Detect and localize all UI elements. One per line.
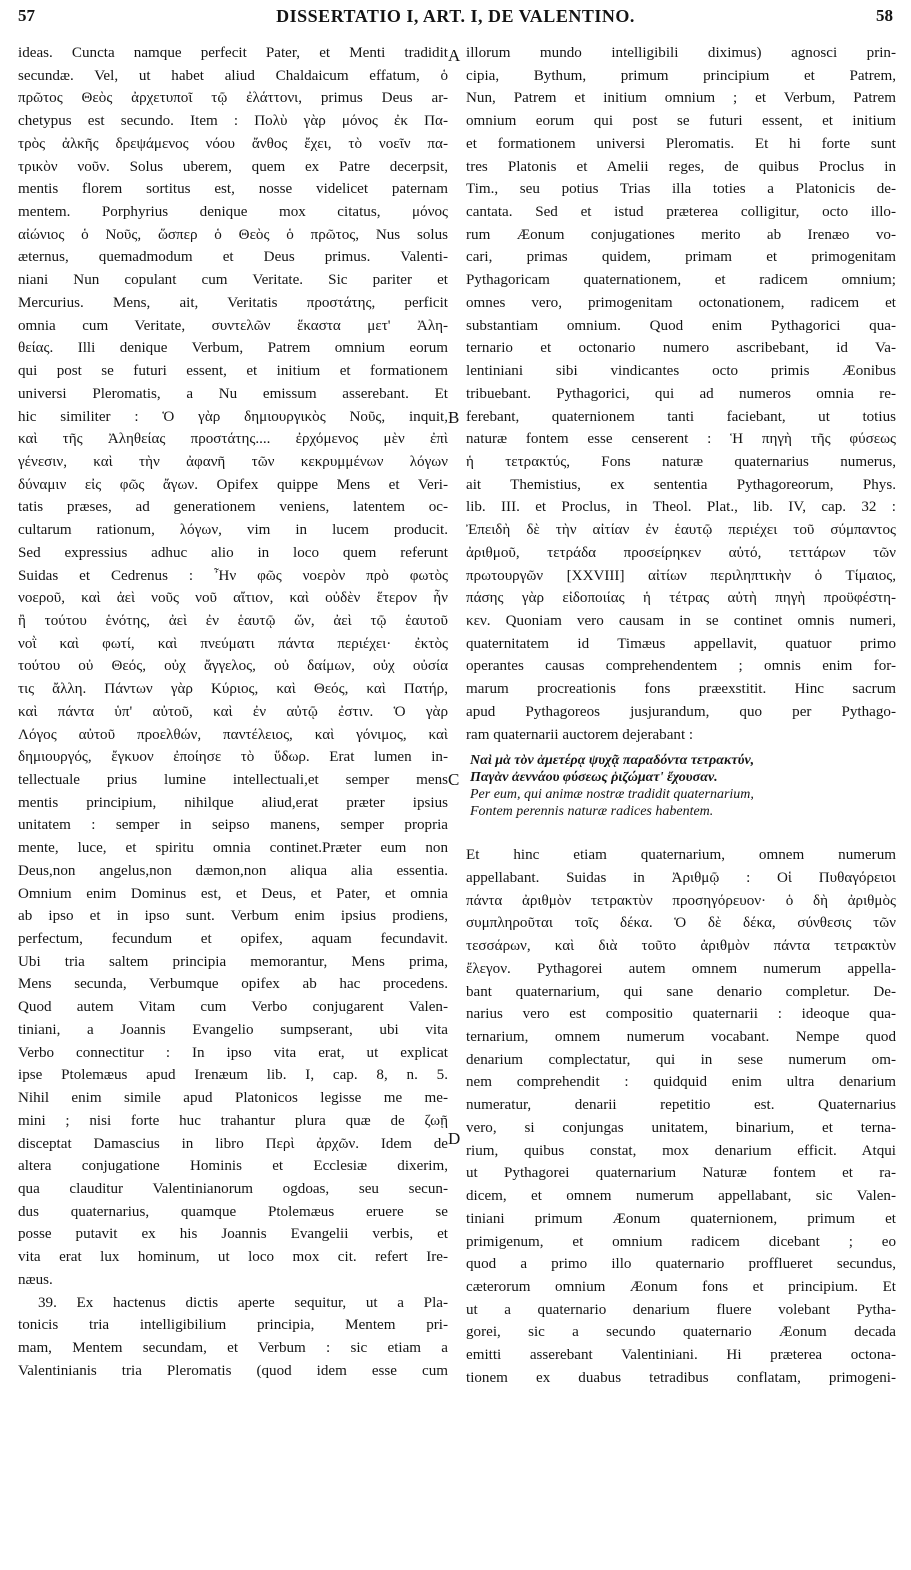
margin-marker-c: C: [448, 770, 460, 789]
text-line: νοεροῦ, καὶ ἀεὶ νοῦς νοῦ αἴτιον, καὶ οὐδὲν ἕτερον ἦν: [18, 590, 448, 607]
text-line: ἔλεγον. Pythagorei autem omnem numerum appella-: [466, 960, 896, 977]
text-line: lentiniani sibi vindicantes octo primis Æonibus: [466, 363, 896, 380]
text-line: omnium eorum qui post se futuri essent, et initium: [466, 113, 896, 130]
text-line: vita erat lux hominum, ut loco mox cit. refert Ire-: [18, 1249, 448, 1266]
text-line: lib. III. et Proclus, in Theol. Plat., lib. IV, cap. 32 :: [466, 499, 896, 516]
margin-marker-d: D: [448, 1129, 461, 1148]
right-column: [466, 42, 896, 1390]
text-line: Ubi tria saltem principia memorantur, Mens prima,: [18, 953, 448, 970]
text-line: altera conjugatione Hominis et Ecclesiæ dixerim,: [18, 1158, 448, 1175]
text-line: ram quaternarii auctorem dejerabant :: [466, 726, 694, 743]
text-line: cari, primas quidem, primam et primogenitam: [466, 249, 896, 266]
text-line: τρικὸν νοῦν. Solus uberem, quem ex Patre decerpsit,: [18, 158, 448, 175]
text-line: ideas. Cuncta namque perfecit Pater, et Menti tradidit: [18, 45, 448, 61]
text-line: bant quaternarium, qui sane denario completur. De-: [466, 983, 896, 1000]
text-line: καὶ πάντα ὑπ' αὐτοῦ, καὶ ἐν αὐτῷ ἐστιν. Ὁ γὰρ: [18, 703, 448, 720]
text-line: πρῶτος Θεὸς ἀρχετυποῖ τῷ ἐλάττονι, primus Deus ar-: [18, 90, 448, 107]
verse-quotation: [466, 752, 896, 820]
text-line: ab ipso et in ipso sunt. Verbum enim ipsius prodiens,: [18, 908, 448, 925]
text-line: mini ; nisi forte huc trahantur plura quæ de ζωῇ: [18, 1112, 448, 1129]
text-line: nem comprehendit : quidquid enim ultra denarium: [466, 1074, 896, 1091]
text-line: τεσσάρων, καὶ διὰ τοῦτο ἀριθμὸν πάντα τετρακτὺν: [466, 938, 896, 955]
text-line: apud Pythagoreos jusjurandum, quo per Pythago-: [466, 703, 896, 720]
text-line: cantata. Sed et istud præterea colligitur, octo illo-: [466, 204, 896, 221]
verse-line: Per eum, qui animæ nostræ tradidit quaternarium,: [470, 787, 754, 803]
text-line: tatis præses, ad generationem veniens, latentem oc-: [18, 499, 448, 516]
text-line: æternus, quemadmodum et Deus primus. Valenti-: [18, 249, 448, 266]
text-line: ferebant, quaternionem tanti faciebant, ut totius: [466, 408, 896, 425]
text-line: operantes causas comprehendentem ; omnis enim for-: [466, 658, 896, 675]
text-line: Suidas et Cedrenus : Ἦν φῶς νοερὸν πρὸ φωτὸς: [18, 567, 448, 584]
text-line: numeratur, denarii repetitio est. Quaternarius: [466, 1097, 896, 1114]
text-line: mam, Mentem secundam, et Verbum : sic etiam a: [18, 1339, 448, 1356]
text-line: rum Æonum conjugationes merito ab Irenæo vo-: [466, 226, 896, 243]
page-number-left: 57: [18, 6, 35, 25]
text-line: tionem ex duabus tetradibus conflatam, primogeni-: [466, 1369, 896, 1386]
page-header: [18, 6, 893, 34]
text-line: denarium complectatur, qui in sese numerum om-: [466, 1051, 896, 1068]
text-line: appellabant. Suidas in Ἀριθμῷ : Οἱ Πυθαγόρειοι: [466, 870, 896, 886]
text-line: mentis florem sortitus est, nosse videlicet paternam: [18, 181, 448, 198]
text-line: niani Nun copulant cum Veritate. Sic pariter et: [18, 272, 448, 289]
text-line: καὶ τῆς Ἀληθείας προστάτης.... ἐρχόμενος μὲν ἐπὶ: [18, 431, 448, 448]
running-title: DISSERTATIO I, ART. I, DE VALENTINO.: [276, 6, 635, 26]
text-line: hic similiter : Ὁ γὰρ δημιουργικὸς Νοῦς, inquit,: [18, 408, 448, 425]
text-line: τρὸς ἀλκῆς δρεψάμενος νόου ἄνθος ἔχει, τὸ νοεῖν πα-: [18, 135, 448, 152]
text-line: qui post se futuri essent, et initium et formationem: [18, 363, 448, 380]
text-line: Quod autem Vitam cum Verbo conjugarent Valen-: [18, 999, 448, 1016]
text-line: vero, si conjungas unitatem, binarium, et terna-: [466, 1119, 896, 1136]
verse-line: Ναὶ μὰ τὸν ἁμετέρᾳ ψυχᾷ παραδόντα τετρακτύν,: [470, 753, 755, 769]
text-line: Sed expressius adhuc alio in loco quem referunt: [18, 544, 448, 561]
text-line: primigenum, et omnium radicem dicebant ; eo: [466, 1233, 896, 1250]
text-line: cipia, Bythum, primum principium et Patrem,: [466, 67, 896, 84]
text-line: gorei, sic a secundo quaternario Æonum decada: [466, 1324, 896, 1341]
text-line: quaternitatem id Timæus appellavit, quatuor primo: [466, 635, 896, 652]
text-line: Tim., seu potius Trias illa toties a Platonicis de-: [466, 181, 896, 198]
text-line: quod a primo illo quaternario profflueret secundus,: [466, 1256, 896, 1273]
text-line: ἀριθμοῦ, τετράδα προσείρηκεν αὐτό, τεττάρων τῶν: [466, 544, 896, 561]
text-line: Verbo connectitur : In ipso vita erat, ut explicat: [18, 1044, 448, 1061]
text-line: tiniani primum Æonum quaternionem, primum et: [466, 1210, 896, 1227]
text-line: et formationem universi Pleromatis. Et hi forte sunt: [466, 135, 896, 152]
text-line: πάσης γὰρ εἰδοποιίας ἡ τέτρας αὐτὴ πηγὴ προϋφέστη-: [466, 590, 896, 607]
text-line: ipse Ptolemæus apud Irenæum lib. I, cap. 8, n. 5.: [18, 1067, 448, 1084]
text-line: naturæ fontem esse censerent : Ἡ πηγὴ τῆς φύσεως: [466, 431, 896, 448]
text-line: illorum mundo intelligibili diximus) agnosci prin-: [466, 45, 896, 61]
text-line: tres Platonis et Amelii reges, de quibus Proclus in: [466, 158, 896, 175]
verse-spacing: [466, 820, 896, 844]
text-line: τούτου οὐ Θεός, οὐχ ἄγγελος, οὐ δαίμων, οὐχ οὐσία: [18, 658, 448, 675]
text-line: secundæ. Vel, ut habet aliud Chaldaicum effatum, ὁ: [18, 67, 448, 84]
text-line: δύναμιν εἰς φῶς ἄγων. Opifex quippe Mens et Veri-: [18, 476, 448, 493]
text-line: πάντα ἀριθμὸν τετρακτὺν προσηγόρευον· ὁ δὴ ἀριθμὸς: [466, 892, 896, 909]
text-line: tribuebant. Pythagorici, qui ad numeros omnia re-: [466, 385, 896, 402]
text-line: Deus,non angelus,non dæmon,non aliqua alia essentia.: [18, 862, 448, 879]
text-line: cultarum rationum, λόγων, vim in lucem producit.: [18, 522, 448, 539]
text-line: ἢ τούτου ἑνότης, ἀεὶ ἐν ἑαυτῷ ὤν, ἀεὶ τῷ ἑαυτοῦ: [18, 612, 448, 629]
text-line: συμπληροῦται τοῖς δέκα. Ὁ δὲ δέκα, σύνθεσις τῶν: [466, 915, 896, 932]
text-line: Et hinc etiam quaternarium, omnem numerum: [466, 847, 896, 864]
text-line: mentis principium, nihilque aliud,erat præter ipsius: [18, 794, 448, 811]
text-line: posse putavit ex his Joannis Evangelii verbis, et: [18, 1226, 448, 1243]
text-line: πρωτουργῶν [XXVIII] αἰτίων περιληπτικὴν ὁ Τίμαιος,: [466, 567, 896, 584]
text-line: Λόγος αὐτοῦ προελθών, παντέλειος, καὶ γόνιμος, καὶ: [18, 726, 448, 743]
text-line: Mercurius. Mens, ait, Veritatis προστάτης, perficit: [18, 294, 448, 311]
text-line: αἰώνιος ὁ Νοῦς, ὥσπερ ὁ Θεὸς ὁ πρῶτος, Nus solus: [18, 226, 448, 243]
text-line: Nihil enim simile apud Platonicos legisse me me-: [18, 1090, 448, 1107]
margin-marker-a: A: [448, 46, 461, 65]
text-line: unitatem : semper in seipso manens, semper propria: [18, 817, 448, 834]
text-line: omnia cum Veritate, συντελῶν ἕκαστα μετ' Ἀλη-: [18, 317, 448, 334]
text-line: omnes vero, primogenitam octonationem, radicem et: [466, 294, 896, 311]
text-line: Omnium enim Dominus est, et Deus, et Pater, et omnia: [18, 885, 448, 902]
text-line: κεν. Quoniam vero causam in se continet omnis numeri,: [466, 612, 896, 629]
text-line: narius vero est compositio quaternarii : ideoque qua-: [466, 1006, 896, 1023]
text-line: δημιουργός, ἔγκυον ἐποίησε τὸ ὕδωρ. Erat lumen in-: [18, 749, 448, 766]
text-line: tellectuale prius lumine intellectuali,et semper mens: [18, 772, 448, 788]
text-line: cæterorum omnium Æonum fons et principium. Et: [466, 1278, 896, 1295]
text-line: substantiam omnium. Quod enim Pythagorici qua-: [466, 317, 896, 334]
text-line: marum procreationis fons præexstitit. Hinc sacrum: [466, 681, 896, 698]
text-line: ait Themistius, ex sententia Pythagoreorum, Phys.: [466, 476, 896, 493]
verse-line: Παγὰν ἀεννάου φύσεως ῥιζώματ' ἔχουσαν.: [470, 770, 718, 786]
right-column-bottom: [466, 844, 896, 1389]
text-line: Valentinianis tria Pleromatis (quod idem esse cum: [18, 1362, 448, 1379]
text-line: perfectum, fecundum et opifex, aquam fecundavit.: [18, 931, 448, 948]
text-line: ternarium, omnem numerum vocabant. Nempe quod: [466, 1029, 896, 1046]
text-line: Nun, Patrem et initium omnium ; et Verbum, Patrem: [466, 90, 896, 107]
text-line: dicem, et omnem numerum appellabant, sic Valen-: [466, 1188, 896, 1205]
text-line: ut Pythagorei quaternarium Naturæ fontem et ra-: [466, 1165, 896, 1182]
text-line: tonicis tria intelligibilium principia, Mentem pri-: [18, 1317, 448, 1334]
text-line: Pythagoricam quaternationem, et radicem omnium;: [466, 272, 896, 289]
text-line: universi Pleromatis, a Nu emissum asserebant. Et: [18, 385, 448, 402]
text-line: næus.: [18, 1271, 53, 1288]
text-line: ut a quaternario denarium fluere volebant Pytha-: [466, 1301, 896, 1318]
text-line: tiniani, a Joannis Evangelio sumpserant, ubi vita: [18, 1021, 448, 1038]
text-line: rium, quibus constat, mox denarium efficit. Atqui: [466, 1142, 896, 1159]
text-line: γένεσιν, καὶ τὴν ἀφανῆ τῶν κεκρυμμένων λόγων: [18, 453, 448, 470]
text-line: Mens secunda, Verbumque opifex ab hac procedens.: [18, 976, 448, 993]
text-line: qua clauditur Valentinianorum ogdoas, seu secun-: [18, 1180, 448, 1197]
text-line: ἡ τετρακτύς, Fons naturæ quaternarius numerus,: [466, 453, 896, 470]
verse-line: Fontem perennis naturæ radices habentem.: [470, 804, 714, 820]
text-line: disceptat Damascius in libro Περὶ ἀρχῶν. Idem de: [18, 1135, 448, 1152]
text-line: 39. Ex hactenus dictis aperte sequitur, ut a Pla-: [38, 1294, 448, 1311]
right-column-top: [466, 42, 896, 746]
margin-marker-b: B: [448, 408, 460, 427]
text-line: θείας. Illi denique Verbum, Patrem omnium eorum: [18, 340, 448, 357]
text-line: mente, luce, et spiritu omnia continet.Præter eum non: [18, 840, 448, 857]
text-line: chetypus est secundo. Item : Πολὺ γὰρ μόνος ἐκ Πα-: [18, 113, 448, 130]
text-line: mentem. Porphyrius denique mox citatus, μόνος: [18, 204, 448, 221]
text-line: νοῒ καὶ φωτί, καὶ πνεύματι πάντα περιέχει· ἐκτὸς: [18, 635, 448, 652]
text-line: dus quaternarius, quamque Ptolemæus eruere se: [18, 1203, 448, 1220]
text-line: ternario et octonario numero ascribebant, id Va-: [466, 340, 896, 357]
text-line: Ἐπειδὴ δὲ τὴν αἰτίαν ἐν ἑαυτῷ περιέχει τοῦ σύμπαντος: [466, 522, 896, 539]
left-column: [18, 42, 448, 1382]
page-number-right: 58: [876, 6, 893, 25]
text-line: τις ἄλλη. Πάντων γὰρ Κύριος, καὶ Θεός, καὶ Πατήρ,: [18, 681, 448, 698]
text-line: emitti asserebant Valentiniani. Hi præterea octona-: [466, 1347, 896, 1364]
